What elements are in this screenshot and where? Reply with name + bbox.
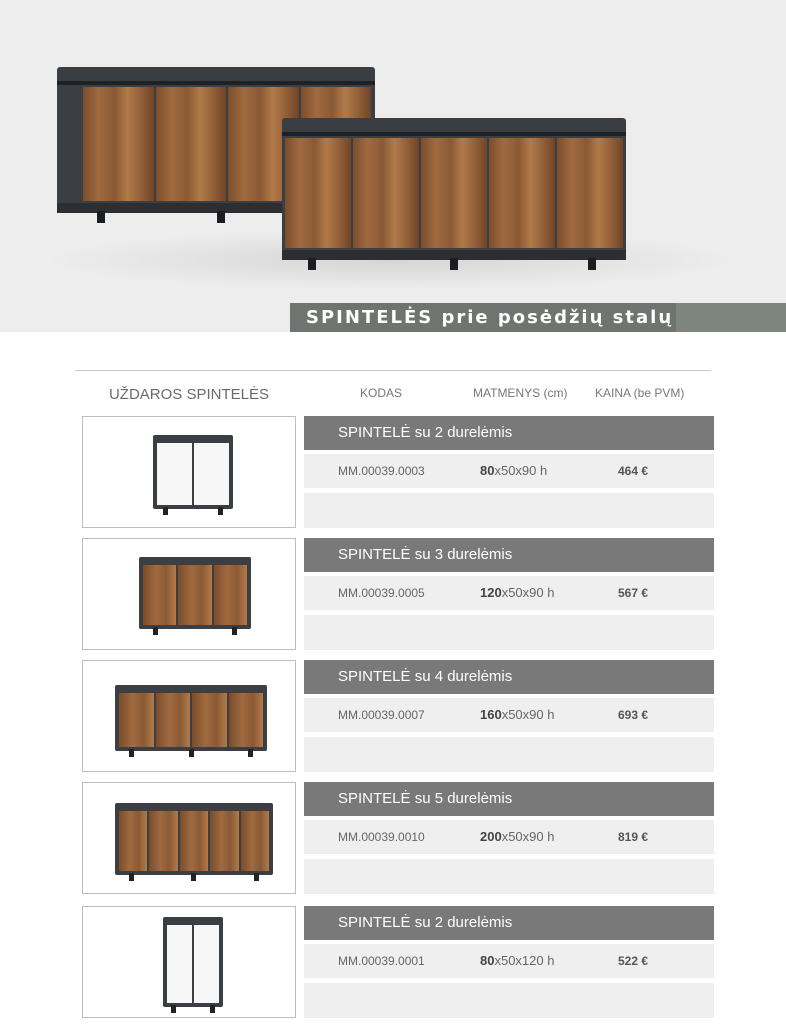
product-row	[82, 538, 714, 650]
product-image	[82, 416, 296, 528]
product-dimensions	[480, 820, 554, 854]
product-dimensions	[480, 576, 554, 610]
product-code: MM.00039.0010	[338, 830, 425, 844]
product-info	[304, 576, 714, 610]
product-image	[82, 660, 296, 772]
cabinet-thumbnail	[163, 917, 223, 1013]
product-info	[304, 454, 714, 488]
product-code: MM.00039.0003	[338, 464, 425, 478]
hero-banner	[0, 0, 786, 332]
cabinet-thumbnail	[115, 685, 267, 757]
product-name: SPINTELĖ su 2 durelėmis	[304, 416, 714, 450]
product-dims-rest: x50x90 h	[501, 585, 555, 600]
product-dims-rest: x50x90 h	[494, 463, 548, 478]
product-dimensions	[480, 944, 554, 978]
product-info	[304, 820, 714, 854]
product-info	[304, 944, 714, 978]
product-image	[82, 538, 296, 650]
product-code: MM.00039.0001	[338, 954, 425, 968]
cabinet-thumbnail	[115, 803, 273, 881]
product-row	[82, 416, 714, 528]
product-price: 464 €	[618, 464, 649, 478]
hero-title-strip	[676, 303, 786, 332]
product-width: 160	[480, 707, 502, 722]
section-heading: UŽDAROS SPINTELĖS	[108, 386, 270, 403]
product-dimensions	[480, 698, 554, 732]
cabinet-thumbnail	[153, 435, 233, 515]
product-info	[304, 698, 714, 732]
product-image	[82, 906, 296, 1018]
cabinet-thumbnail	[139, 557, 251, 635]
column-header-price: KAINA (be PVM)	[595, 386, 685, 400]
product-name: SPINTELĖ su 4 durelėmis	[304, 660, 714, 694]
product-dims-rest: x50x90 h	[501, 707, 555, 722]
product-width: 120	[480, 585, 502, 600]
column-header-code: KODAS	[360, 386, 403, 400]
product-price: 819 €	[618, 830, 649, 844]
product-row	[82, 660, 714, 772]
product-code: MM.00039.0005	[338, 586, 425, 600]
product-dims-rest: x50x120 h	[494, 953, 555, 968]
empty-row	[304, 737, 714, 772]
product-width: 200	[480, 829, 502, 844]
product-width: 80	[480, 953, 495, 968]
hero-title: SPINTELĖS prie posėdžių stalų	[290, 303, 676, 332]
empty-row	[304, 615, 714, 650]
product-row	[82, 782, 714, 894]
empty-row	[304, 983, 714, 1018]
hero-cabinet-front	[282, 118, 626, 260]
product-price: 693 €	[618, 708, 649, 722]
product-code: MM.00039.0007	[338, 708, 425, 722]
product-name: SPINTELĖ su 2 durelėmis	[304, 906, 714, 940]
product-price: 522 €	[618, 954, 649, 968]
product-name: SPINTELĖ su 5 durelėmis	[304, 782, 714, 816]
product-row	[82, 906, 714, 1018]
empty-row	[304, 859, 714, 894]
product-dims-rest: x50x90 h	[501, 829, 555, 844]
column-header-dimensions: MATMENYS (cm)	[473, 386, 568, 400]
product-width: 80	[480, 463, 495, 478]
product-dimensions	[480, 454, 547, 488]
empty-row	[304, 493, 714, 528]
header-divider	[75, 370, 711, 371]
product-price: 567 €	[618, 586, 649, 600]
product-name: SPINTELĖ su 3 durelėmis	[304, 538, 714, 572]
product-image	[82, 782, 296, 894]
